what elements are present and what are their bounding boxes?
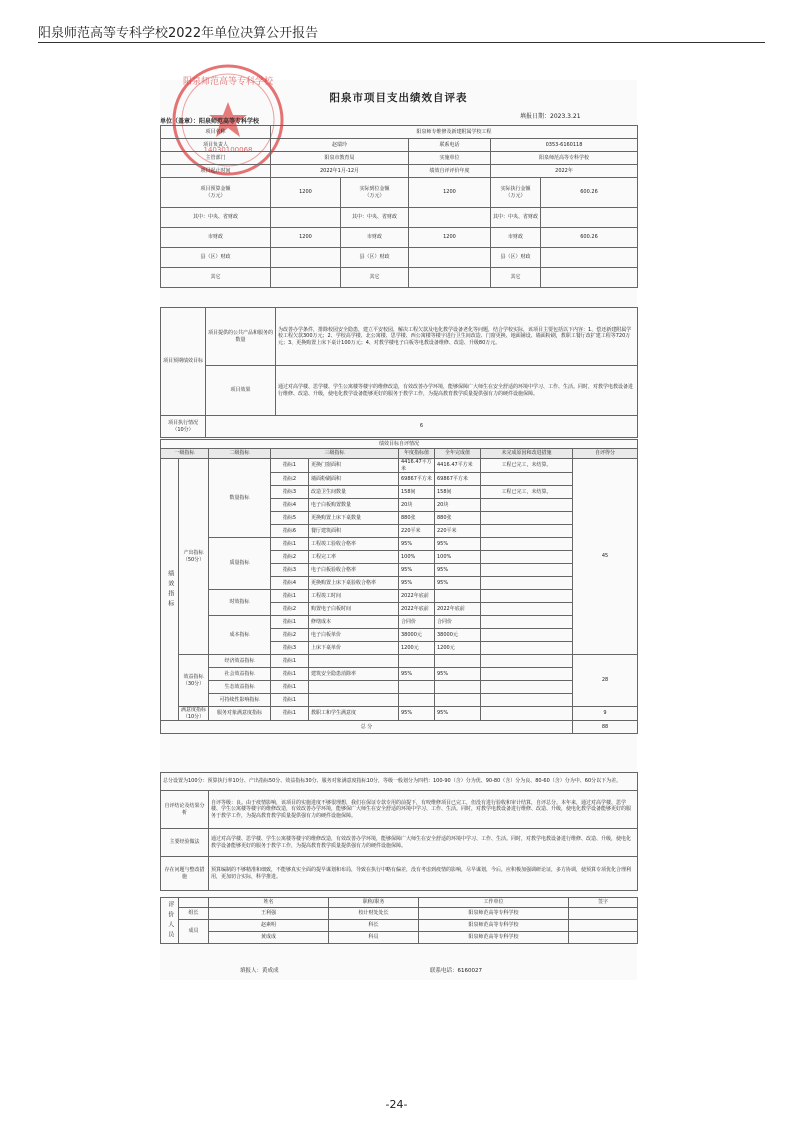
other-label: 其它 bbox=[161, 268, 271, 288]
phone-label: 联系电话 bbox=[409, 139, 491, 152]
county-label: 县（区）财政 bbox=[161, 248, 271, 268]
city-exec: 600.26 bbox=[541, 228, 638, 248]
period-label: 项目起止时间 bbox=[161, 165, 271, 178]
dept-label: 主管部门 bbox=[161, 152, 271, 165]
header-reason: 未完成原因和改进措施 bbox=[481, 449, 573, 459]
city-label-3: 市财政 bbox=[491, 228, 541, 248]
phone-signoff: 联系电话：6160027 bbox=[430, 968, 482, 974]
exec-label: 实际执行金额 （万元） bbox=[491, 178, 541, 208]
indicator-row: 效益指标 （30分） 经济效益指标 指标1 28 bbox=[161, 655, 638, 668]
reviewer-header-name: 姓名 bbox=[209, 898, 329, 908]
leader-label: 项目负责人 bbox=[161, 139, 271, 152]
reviewer-header-unit: 工作单位 bbox=[419, 898, 569, 908]
goals-section-label: 项目预期绩效目标 bbox=[161, 308, 206, 416]
page-header: 阳泉师范高等专科学校2022年单位决算公开报告 bbox=[38, 26, 319, 41]
output-label: 项目提供的公共产品和服务的数量 bbox=[206, 308, 276, 366]
indicator-row: 指标3 改造卫生间数量 158间 158间 工程已完工，未结算。 bbox=[161, 486, 638, 499]
experience-text: 通过对高学楼、思学楼、学生公寓楼等楼宇的维修改造，有效改善办学环境，能够保障广大师生在安全舒适的环境中学习、工作、生活。同时，对教学电教设备进行维修、改造、升级，使电化教学设备能够更好的服务于教学工作，为提高教育教学质量提供强有力的硬件设施保障。 bbox=[209, 829, 638, 857]
phone-value: 0353-6160118 bbox=[491, 139, 638, 152]
city-label: 市财政 bbox=[161, 228, 271, 248]
exec-score: 6 bbox=[206, 416, 638, 438]
filler-signoff: 填报人：黄成成 bbox=[240, 968, 279, 974]
indicator-row: 质量指标 指标1 工程竣工验收合格率 95% 95% bbox=[161, 538, 638, 551]
indicator-row: 指标2 电子白板单价 38000元 38000元 bbox=[161, 629, 638, 642]
quality-label: 质量指标 bbox=[209, 538, 271, 590]
goals-table bbox=[160, 307, 638, 438]
indicator-row: 指标2 墙面粉刷面积 69867平方米 69867平方米 bbox=[161, 473, 638, 486]
budget-value: 1200 bbox=[271, 178, 341, 208]
project-name-value: 阳泉师专维修及新建附属学校工程 bbox=[271, 126, 638, 139]
indicators-table bbox=[160, 439, 638, 734]
indicator-row: 生态效益指标 指标1 bbox=[161, 681, 638, 694]
reviewer-row: 黄成成 科员 阳泉师范高等专科学校 bbox=[161, 932, 638, 944]
indicator-row: 指标4 更换购置上床下桌验收合格率 95% 95% bbox=[161, 577, 638, 590]
header-level2: 二级指标 bbox=[209, 449, 271, 459]
indicator-row: 社会效益指标 指标1 建筑安全隐患消除率 95% 95% bbox=[161, 668, 638, 681]
reviewers-table bbox=[160, 897, 638, 944]
time-label: 时效指标 bbox=[209, 590, 271, 616]
form-title: 阳泉市项目支出绩效自评表 bbox=[329, 92, 468, 104]
unit-name: 单位（盖章）：阳泉师范高等专科学校 bbox=[160, 118, 260, 125]
year-label: 绩效自评评价年度 bbox=[409, 165, 491, 178]
indicator-row: 满意度指标 （10分） 服务对象满意度指标 指标1 教职工和学生满意度 95% 95% 9 bbox=[161, 707, 638, 721]
benefit-text: 通过对高学楼、思学楼、学生公寓楼等楼宇的维修改造，有效改善办学环境，能够保障广大师生在安全舒适的环境中学习、工作、生活。同时，对教学电教设备进行维修、改造、升级，使电化教学设备能够更好的服务于教学工作，为提高教育教学质量提供强有力的硬件设施保障。 bbox=[276, 366, 638, 416]
output-group-label: 产出指标 （50分） bbox=[179, 459, 209, 655]
indicator-row: 指标4 电子白板购置数量 20块 20块 bbox=[161, 499, 638, 512]
satisfaction-group-label: 满意度指标 （10分） bbox=[179, 707, 209, 721]
reviewer-row: 成员 赵素明 科长 阳泉师范高等专科学校 bbox=[161, 920, 638, 932]
city-arrived: 1200 bbox=[409, 228, 491, 248]
header-rule bbox=[38, 42, 765, 43]
header-actual: 全年完成值 bbox=[435, 449, 481, 459]
arrived-value: 1200 bbox=[409, 178, 491, 208]
cost-label: 成本指标 bbox=[209, 616, 271, 655]
conclusion-text: 自评等级：良。由于疫情影响，该项目的实施进度不够很理想，我们在保证专款专用的前提下，有咬维修项目已完工，但没有进行验收和审计结算，自评总分。本年来，通过对高学楼、思学楼、学生公寓楼等楼宇的维修改造，有效改善办学环境，能够保广大师生在安全舒适的环境中学习、工作、生活。同时，对教学电教设备进行维修、改造、升级，使电化教学设备能够更好的服务于教学工作，为提高教育教学质量提供强有力的硬件设施保障。 bbox=[209, 791, 638, 829]
seal-text: 阳泉师范高等专科学校 bbox=[182, 77, 274, 87]
conclusion-label: 自评结论及结果分析 bbox=[161, 791, 209, 829]
total-score: 88 bbox=[573, 721, 638, 734]
reviewer-header-title: 职称/职务 bbox=[329, 898, 419, 908]
period-value: 2022年1月-12月 bbox=[271, 165, 409, 178]
county-label-2: 县（区）财政 bbox=[341, 248, 409, 268]
budget-label: 项目预算金额 （万元） bbox=[161, 178, 271, 208]
city-budget: 1200 bbox=[271, 228, 341, 248]
reviewer-header-sign: 签字 bbox=[569, 898, 638, 908]
central-label: 其中：中央、省财政 bbox=[161, 208, 271, 228]
scoring-note: 总分设置为100分：预算执行率10分、产出指标50分、效益指标30分、服务对象满意度指标10分，等级一般划分为四档：100-90（含）分为优、90-80（含）分为良、80-60（含）分为中、60分以下为差。 bbox=[161, 773, 638, 791]
effect-group-label: 效益指标 （30分） bbox=[179, 655, 209, 707]
page-number: -24- bbox=[385, 1098, 408, 1111]
scanned-document bbox=[160, 77, 637, 980]
seal-code: 14030100068 bbox=[203, 146, 253, 154]
indicator-row: 指标5 更换购置上床下桌数量 880张 880张 bbox=[161, 512, 638, 525]
output-text: 为改善办学条件，排除校园安全隐患，建立平安校园，解决工程欠款及电化教学设备老化等问题，结合学校实际，该项目主要包括以下内容：1、偿还新建附属学校工程欠款300万元；2、学校高学楼、北公寓楼、思学楼、西公寓楼等楼宇进行卫生间改造、门窗更换、地面铺设、墙面粉刷，教职工餐厅改扩建工程等720万元；3、更换购置上床下桌计100万元；4、对教学楼电子白板等电教设备维修、改造、升级80万元。 bbox=[276, 308, 638, 366]
exec-score-label: 项目执行情况 （10分） bbox=[161, 416, 206, 438]
indicator-row: 时效指标 指标1 工程竣工时间 2022年底前 bbox=[161, 590, 638, 603]
indicators-section-title: 绩效目标自评情况 bbox=[161, 440, 638, 449]
county-label-3: 县（区）财政 bbox=[491, 248, 541, 268]
indicator-row: 可持续性影响指标 指标1 bbox=[161, 694, 638, 707]
central-label-2: 其中：中央、省财政 bbox=[341, 208, 409, 228]
info-table bbox=[160, 125, 638, 288]
central-label-3: 其中：中央、省财政 bbox=[491, 208, 541, 228]
reviewers-section-label: 评价人员 bbox=[161, 898, 179, 944]
indicator-row: 指标6 餐厅建筑面积 220平米 220平米 bbox=[161, 525, 638, 538]
header-level1: 一级指标 bbox=[161, 449, 209, 459]
benefit-label: 项目效果 bbox=[206, 366, 276, 416]
reviewer-row: 组长 王利强 校计财处处长 阳泉师范高等专科学校 bbox=[161, 908, 638, 920]
impl-value: 阳泉师范高等专科学校 bbox=[491, 152, 638, 165]
city-label-2: 市财政 bbox=[341, 228, 409, 248]
effect-score: 28 bbox=[573, 655, 638, 707]
indicator-row bbox=[161, 721, 638, 734]
level1-label: 绩效指标 bbox=[161, 459, 179, 721]
header-target: 年度指标值 bbox=[399, 449, 435, 459]
notes-table bbox=[160, 772, 638, 891]
fill-date: 填报日期：2023.3.21 bbox=[520, 113, 581, 120]
dept-value: 阳泉市教育局 bbox=[271, 152, 409, 165]
indicator-row: 指标3 上床下桌单价 1200元 1200元 bbox=[161, 642, 638, 655]
exec-value: 600.26 bbox=[541, 178, 638, 208]
header-level3: 三级指标 bbox=[271, 449, 399, 459]
impl-label: 实施单位 bbox=[409, 152, 491, 165]
problem-text: 预算编制的不够精准和细致，不能够真实全面的提早谋划和布局，导致在执行中略有偏差，没有考虑到疫情的影响，尽早谋划，今后，应积极加强调研论证，多方协调，使预算专项优化合理利用，更加切合实际，科学推进。 bbox=[209, 857, 638, 891]
other-label-2: 其它 bbox=[341, 268, 409, 288]
indicator-row: 成本指标 指标1 修缮成本 合同价 合同价 bbox=[161, 616, 638, 629]
total-label: 总 分 bbox=[161, 721, 573, 734]
indicator-row: 指标3 电子白板验收合格率 95% 95% bbox=[161, 564, 638, 577]
leader-value: 赵瑞玲 bbox=[271, 139, 409, 152]
header-score: 自评得分 bbox=[573, 449, 638, 459]
quantity-label: 数量指标 bbox=[209, 459, 271, 538]
year-value: 2022年 bbox=[491, 165, 638, 178]
indicator-row: 指标2 购置电子白板时间 2022年底前 2022年底前 bbox=[161, 603, 638, 616]
arrived-label: 实际到位金额 （万元） bbox=[341, 178, 409, 208]
indicator-row: 指标2 工程完工率 100% 100% bbox=[161, 551, 638, 564]
experience-label: 主要经验做法 bbox=[161, 829, 209, 857]
other-label-3: 其它 bbox=[491, 268, 541, 288]
indicator-row: 绩效指标 产出指标 （50分） 数量指标 指标1 更换门窗面积 4416.47平方米 4416.47平方米 工程已完工，未结算。 45 bbox=[161, 459, 638, 473]
satisfaction-score: 9 bbox=[573, 707, 638, 721]
output-score: 45 bbox=[573, 459, 638, 655]
project-name-label: 项目名称 bbox=[161, 126, 271, 139]
problem-label: 存在问题与整改措施 bbox=[161, 857, 209, 891]
